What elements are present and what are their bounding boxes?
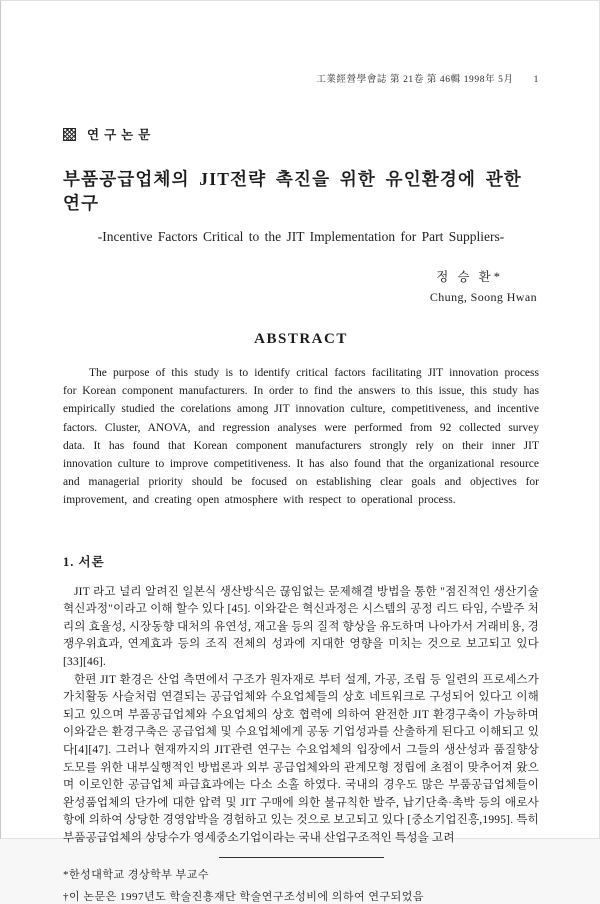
page-number: 1: [533, 75, 539, 85]
checkered-square-icon: [63, 128, 76, 141]
paper-title-korean: 부품공급업체의 JIT전략 촉진을 위한 유인환경에 관한 연구: [63, 169, 522, 213]
article-type-label: 연구논문: [87, 128, 156, 142]
abstract-heading: ABSTRACT: [254, 331, 348, 347]
footnote-funding: †이 논문은 1997년도 학술진흥재단 학술연구조성비에 의하여 연구되었음: [63, 890, 425, 903]
author-name-english: Chung, Soong Hwan: [429, 290, 537, 304]
paper-title-english: -Incentive Factors Critical to the JIT Implementation for Part Suppliers-: [97, 229, 505, 244]
section-1-heading: 1. 서론: [63, 554, 105, 569]
author-block: [63, 267, 539, 305]
author-name-korean: 정 승 환*: [436, 270, 503, 284]
footnote-divider: [219, 857, 384, 858]
body-paragraph-1: JIT 라고 널리 알려진 일본식 생산방식은 끊임없는 문제해결 방법을 통한 "점진적인 생산기술 혁신과정"이라고 이해 할수 있다 [45]. 이와같은 혁신과정은 시스템의 공정 리드 타임, 수발주 처리의 효율성, 시장동향 대처의 유연성, 재고율 등의 질적 향상을 유도하며 나아가서 거래비용, 경쟁우위효과, 연계효과 등의 조직 전체의 성과에 지대한 영향을 미치는 것으로 보고되고 있다 [33][46].: [63, 585, 539, 668]
footnote-affiliation: *한성대학교 경상학부 부교수: [63, 868, 210, 881]
article-type-badge: [63, 125, 539, 143]
abstract-text: The purpose of this study is to identify critical factors facilitating JIT innovation process for Korean component manufacturers. In order to find the answers to this issue, this study has empirically studied the corelations among JIT innovation culture, competitiveness, and incentive factors. Cluster, ANOVA, and regression analyses were performed from 92 collected survey data. It has found that Korean component manufacturers strongly rely on their inner JIT innovation culture to improve competitiveness. It has also found that the organizational resource and managerial priority should be focused on establishing clear goals and objectives for improvement, and creating open atmosphere with respect to operational process.: [63, 367, 539, 507]
journal-title-text: 工業經營學會誌 第 21卷 第 46輯 1998年 5月: [316, 75, 514, 85]
journal-header: [63, 71, 539, 85]
body-paragraph-2: 한편 JIT 환경은 산업 측면에서 구조가 원자재로 부터 설계, 가공, 조립 등 일련의 프로세스가 가치활동 사슬처럼 연결되는 공급업체와 수요업체들의 상호 네트워크로 구성되어 있다고 이해되고 있으며 부품공급업체와 수요업체의 상호 협력에 의하여 완전한 JIT 환경구축이 가능하며 이와같은 환경구축은 공급업체 및 수요업체에게 공동 기업성과를 산출하게 된다고 이해되고 있다[4][47]. 그러나 현재까지의 JIT관련 연구는 수요업체의 입장에서 그들의 생산성과 품질향상 도모를 위한 내부실행적인 방법론과 외부 공급업체와의 관계모형 정립에 초점이 맞추어져 왔으며 이로인한 공급업체 파급효과에는 다소 소홀 하였다. 국내의 경우도 많은 부품공급업체들이 완성품업체의 단가에 대한 압력 및 JIT 구매에 의한 불규칙한 발주, 납기단축·촉박 등의 애로사항에 의하여 상당한 경영압박을 경험하고 있는 것으로 보고되고 있다 [중소기업진흥,1995]. 특히 부품공급업체의 상당수가 영세중소기업이라는 국내 산업구조적인 특성을 고려: [63, 673, 539, 844]
